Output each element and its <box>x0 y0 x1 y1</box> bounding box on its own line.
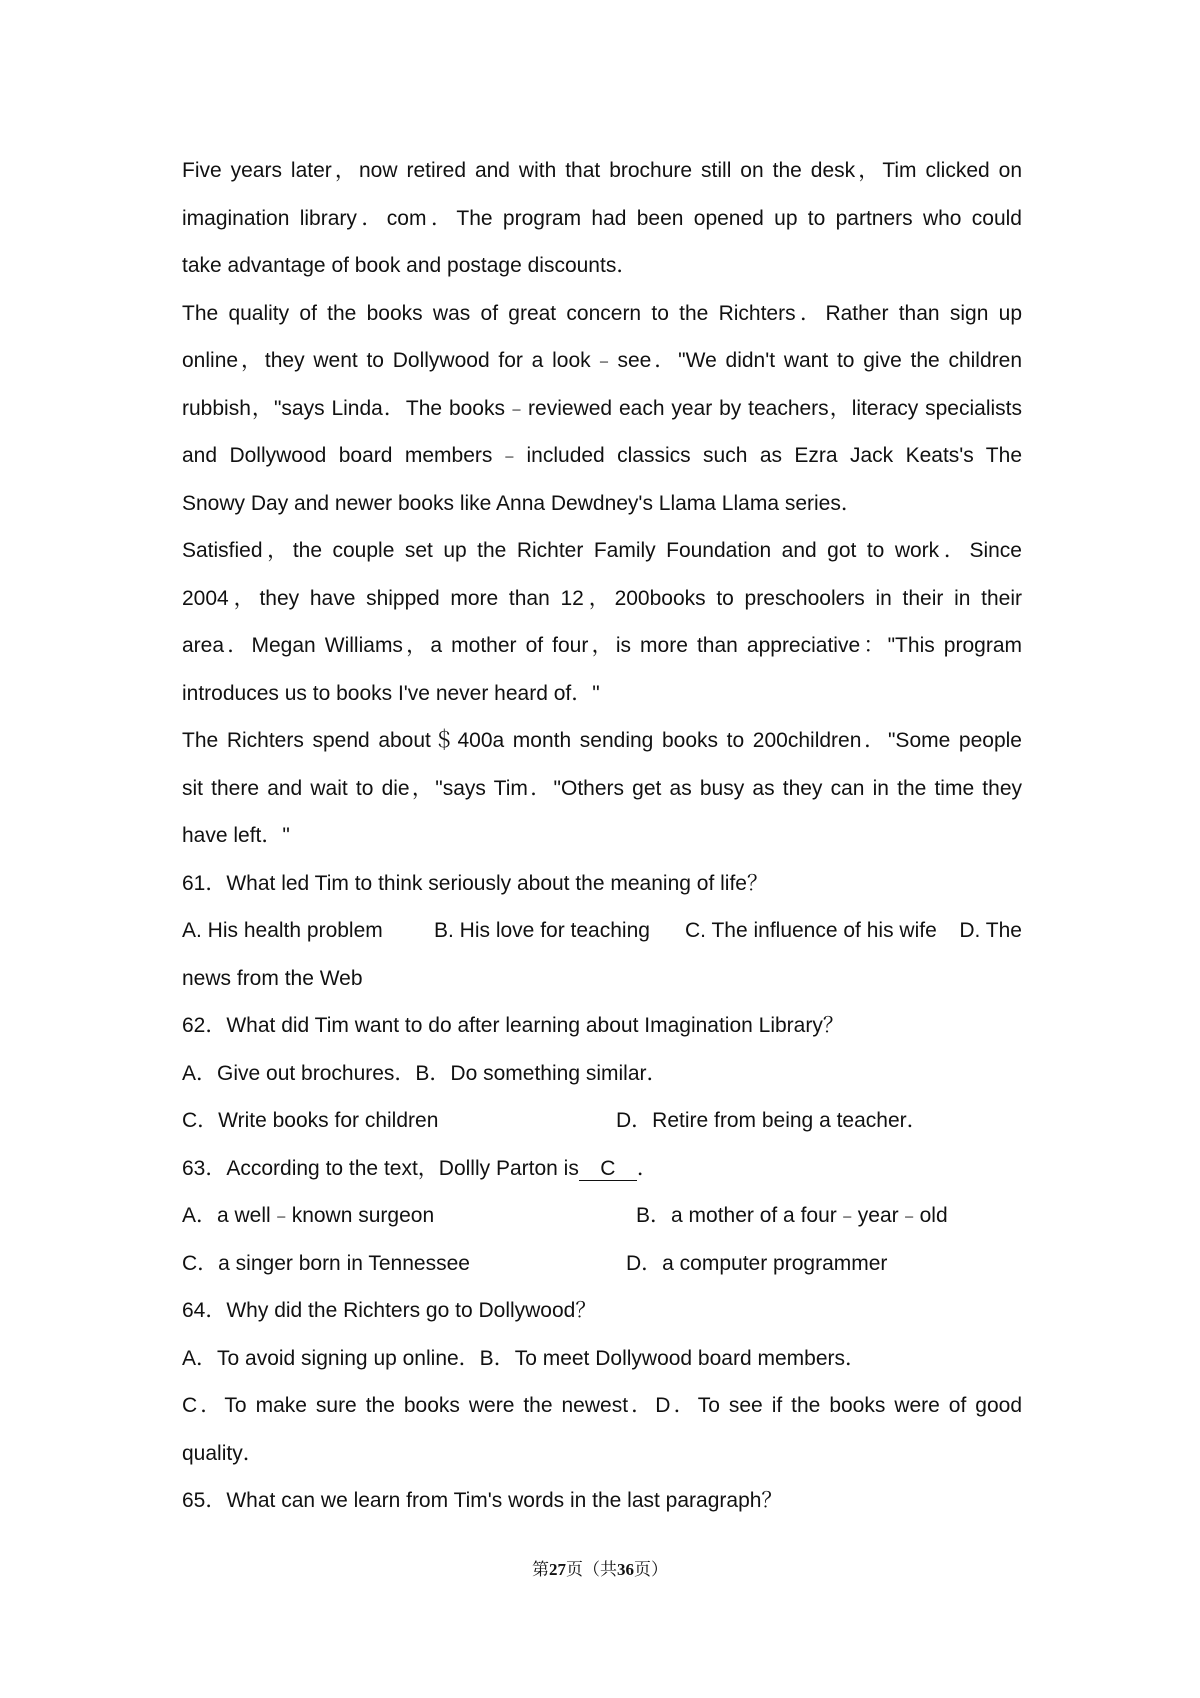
question-64-stem: 64．Why did the Richters go to Dollywood？ <box>182 1299 597 1322</box>
passage-line: The quality of the books was of great concern to the Richters．Rather than sign up <box>182 301 1022 325</box>
passage-line: The Richters spend about＄400a month sending books to 200children．"Some people <box>182 729 1022 752</box>
passage-line: area．Megan Williams，a mother of four，is more than appreciative："This program <box>182 634 1022 657</box>
question-63-stem <box>182 1145 1022 1193</box>
option-63-a: A．a well﹣known surgeon <box>182 1204 435 1227</box>
option-61-d-continued: news from the Web <box>182 966 363 990</box>
question-61-options <box>182 907 1022 955</box>
question-61-stem: 61．What led Tim to think seriously about the meaning of life？ <box>182 871 768 895</box>
footer-middle: 页（共 <box>566 1560 617 1580</box>
passage-line: online，they went to Dollywood for a look﹣see．"We didn't want to give the children <box>182 349 1022 372</box>
question-63-answer: C <box>579 1158 637 1181</box>
passage-line: imagination library．com．The program had been opened up to partners who could <box>182 206 1022 230</box>
passage-line: Five years later，now retired and with that brochure still on the desk，Tim clicked on <box>182 159 1022 182</box>
option-61-c: C. The influence of his wife <box>685 919 937 942</box>
passage-line: introduces us to books I've never heard of．" <box>182 681 600 705</box>
question-63-stem-text: 63．According to the text，Dollly Parton is <box>182 1156 579 1180</box>
footer-page-number: 27 <box>549 1560 566 1579</box>
footer-suffix: 页） <box>634 1560 668 1580</box>
passage-line: sit there and wait to die，"says Tim．"Others get as busy as they can in the time they <box>182 776 1022 800</box>
option-63-d: D．a computer programmer <box>626 1251 888 1275</box>
footer-total-pages: 36 <box>617 1560 634 1579</box>
options-62-ab: A．Give out brochures．B．Do something similar． <box>182 1061 668 1085</box>
options-62-cd <box>182 1097 1022 1145</box>
question-65-stem: 65．What can we learn from Tim's words in the last paragraph？ <box>182 1489 783 1512</box>
question-63-stem-end: ． <box>636 1156 658 1180</box>
page-footer <box>0 1555 1200 1580</box>
page-content <box>182 147 1022 1525</box>
passage-line: and Dollywood board members﹣included classics such as Ezra Jack Keats's The <box>182 444 1022 467</box>
options-63-ab <box>182 1192 1022 1240</box>
option-62-d: D．Retire from being a teacher． <box>616 1109 928 1132</box>
option-61-b: B. His love for teaching <box>434 919 650 942</box>
option-62-c: C．Write books for children <box>182 1109 439 1132</box>
options-64-ab: A．To avoid signing up online．B．To meet Dollywood board members． <box>182 1346 866 1370</box>
options-63-cd <box>182 1240 1022 1288</box>
passage-line: take advantage of book and postage discounts． <box>182 254 638 277</box>
footer-prefix: 第 <box>532 1560 549 1580</box>
option-63-c: C．a singer born in Tennessee <box>182 1251 470 1275</box>
option-61-d: D. The <box>959 919 1022 942</box>
option-63-b: B．a mother of a four﹣year﹣old <box>636 1204 948 1227</box>
question-62-stem: 62．What did Tim want to do after learning about Imagination Library？ <box>182 1014 844 1037</box>
passage-line: 2004，they have shipped more than 12，200books to preschoolers in their in their <box>182 586 1022 610</box>
passage-line: have left．" <box>182 824 290 847</box>
options-64-cd-continued: quality． <box>182 1441 264 1465</box>
options-64-cd: C．To make sure the books were the newest．D．To see if the books were of good <box>182 1394 1022 1417</box>
option-61-a: A. His health problem <box>182 919 383 942</box>
passage-line: rubbish，"says Linda．The books﹣reviewed each year by teachers，literacy specialists <box>182 396 1022 420</box>
passage-line: Snowy Day and newer books like Anna Dewdney's Llama Llama series． <box>182 491 862 515</box>
passage-line: Satisfied，the couple set up the Richter Family Foundation and got to work．Since <box>182 539 1022 562</box>
